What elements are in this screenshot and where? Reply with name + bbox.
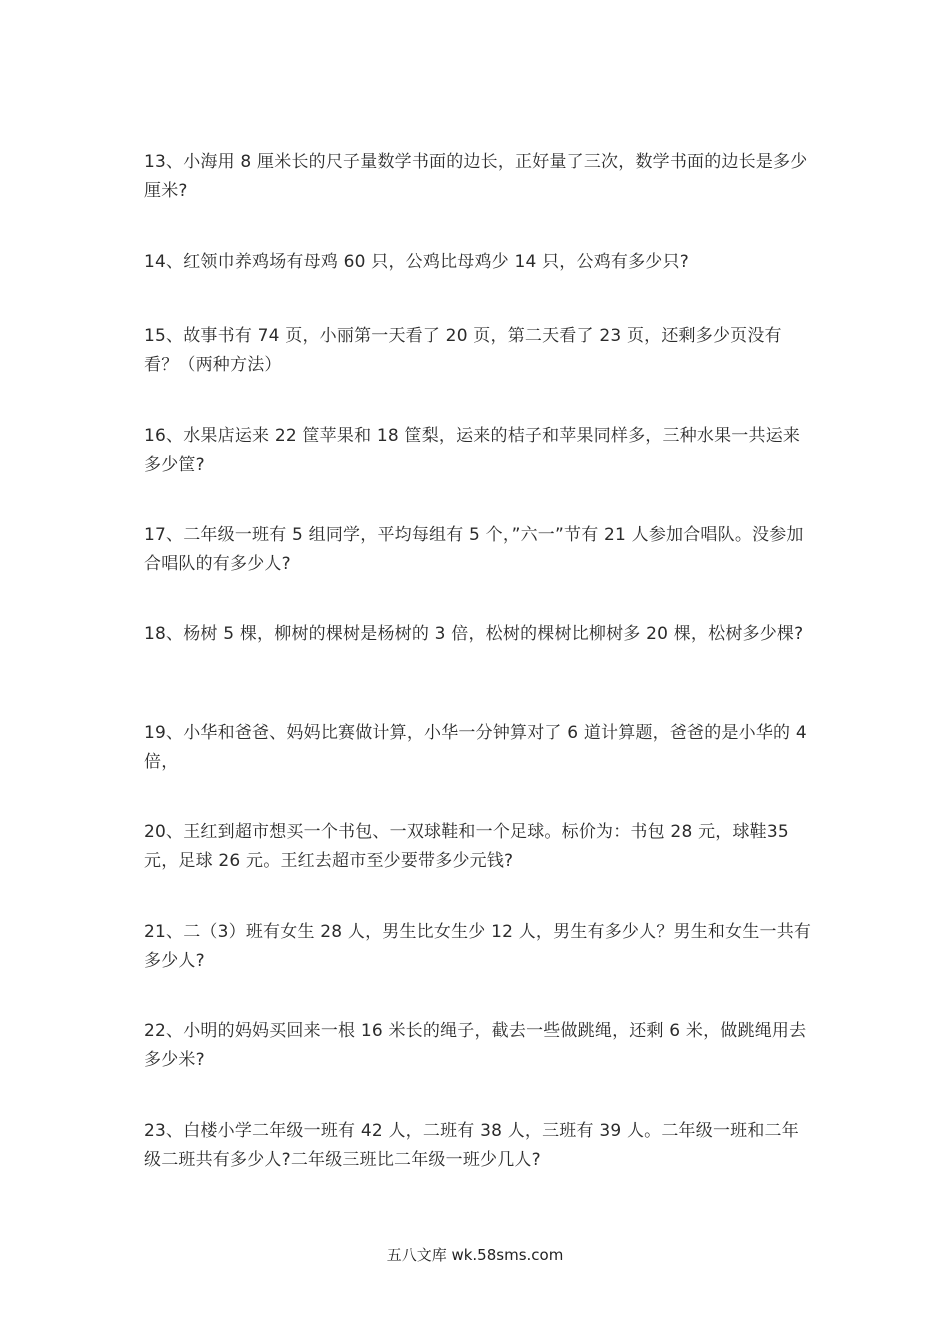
question-13: 13、小海用 8 厘米长的尺子量数学书面的边长，正好量了三次，数学书面的边长是多少厘米? (144, 152, 808, 201)
question-18: 18、杨树 5 棵，柳树的棵树是杨树的 3 倍，松树的棵树比柳树多 20 棵，松树多少棵? (144, 624, 804, 644)
question-21: 21、二（3）班有女生 28 人，男生比女生少 12 人，男生有多少人？男生和女生一共有多少人? (144, 922, 812, 971)
question-20: 20、王红到超市想买一个书包、一双球鞋和一个足球。标价为：书包 28 元，球鞋35 元，足球 26 元。王红去超市至少要带多少元钱? (144, 822, 789, 871)
question-14: 14、红领巾养鸡场有母鸡 60 只，公鸡比母鸡少 14 只，公鸡有多少只? (144, 252, 689, 272)
question-16: 16、水果店运来 22 筐苹果和 18 筐梨，运来的桔子和苹果同样多，三种水果一共运来多少筐? (144, 426, 801, 475)
question-15: 15、故事书有 74 页，小丽第一天看了 20 页，第二天看了 23 页，还剩多少页没有看？（两种方法） (144, 326, 782, 375)
page-footer: 五八文库 wk.58sms.com (386, 1246, 564, 1264)
question-17: 17、二年级一班有 5 组同学，平均每组有 5 个，”六一”节有 21 人参加合唱队。没参加合唱队的有多少人? (144, 525, 804, 574)
question-22: 22、小明的妈妈买回来一根 16 米长的绳子，截去一些做跳绳，还剩 6 米，做跳绳用去多少米? (144, 1021, 807, 1070)
question-19: 19、小华和爸爸、妈妈比赛做计算，小华一分钟算对了 6 道计算题，爸爸的是小华的 4 倍， (144, 723, 807, 772)
question-23: 23、白楼小学二年级一班有 42 人，二班有 38 人，三班有 39 人。二年级一班和二年级二班共有多少人?二年级三班比二年级一班少几人? (144, 1121, 799, 1170)
